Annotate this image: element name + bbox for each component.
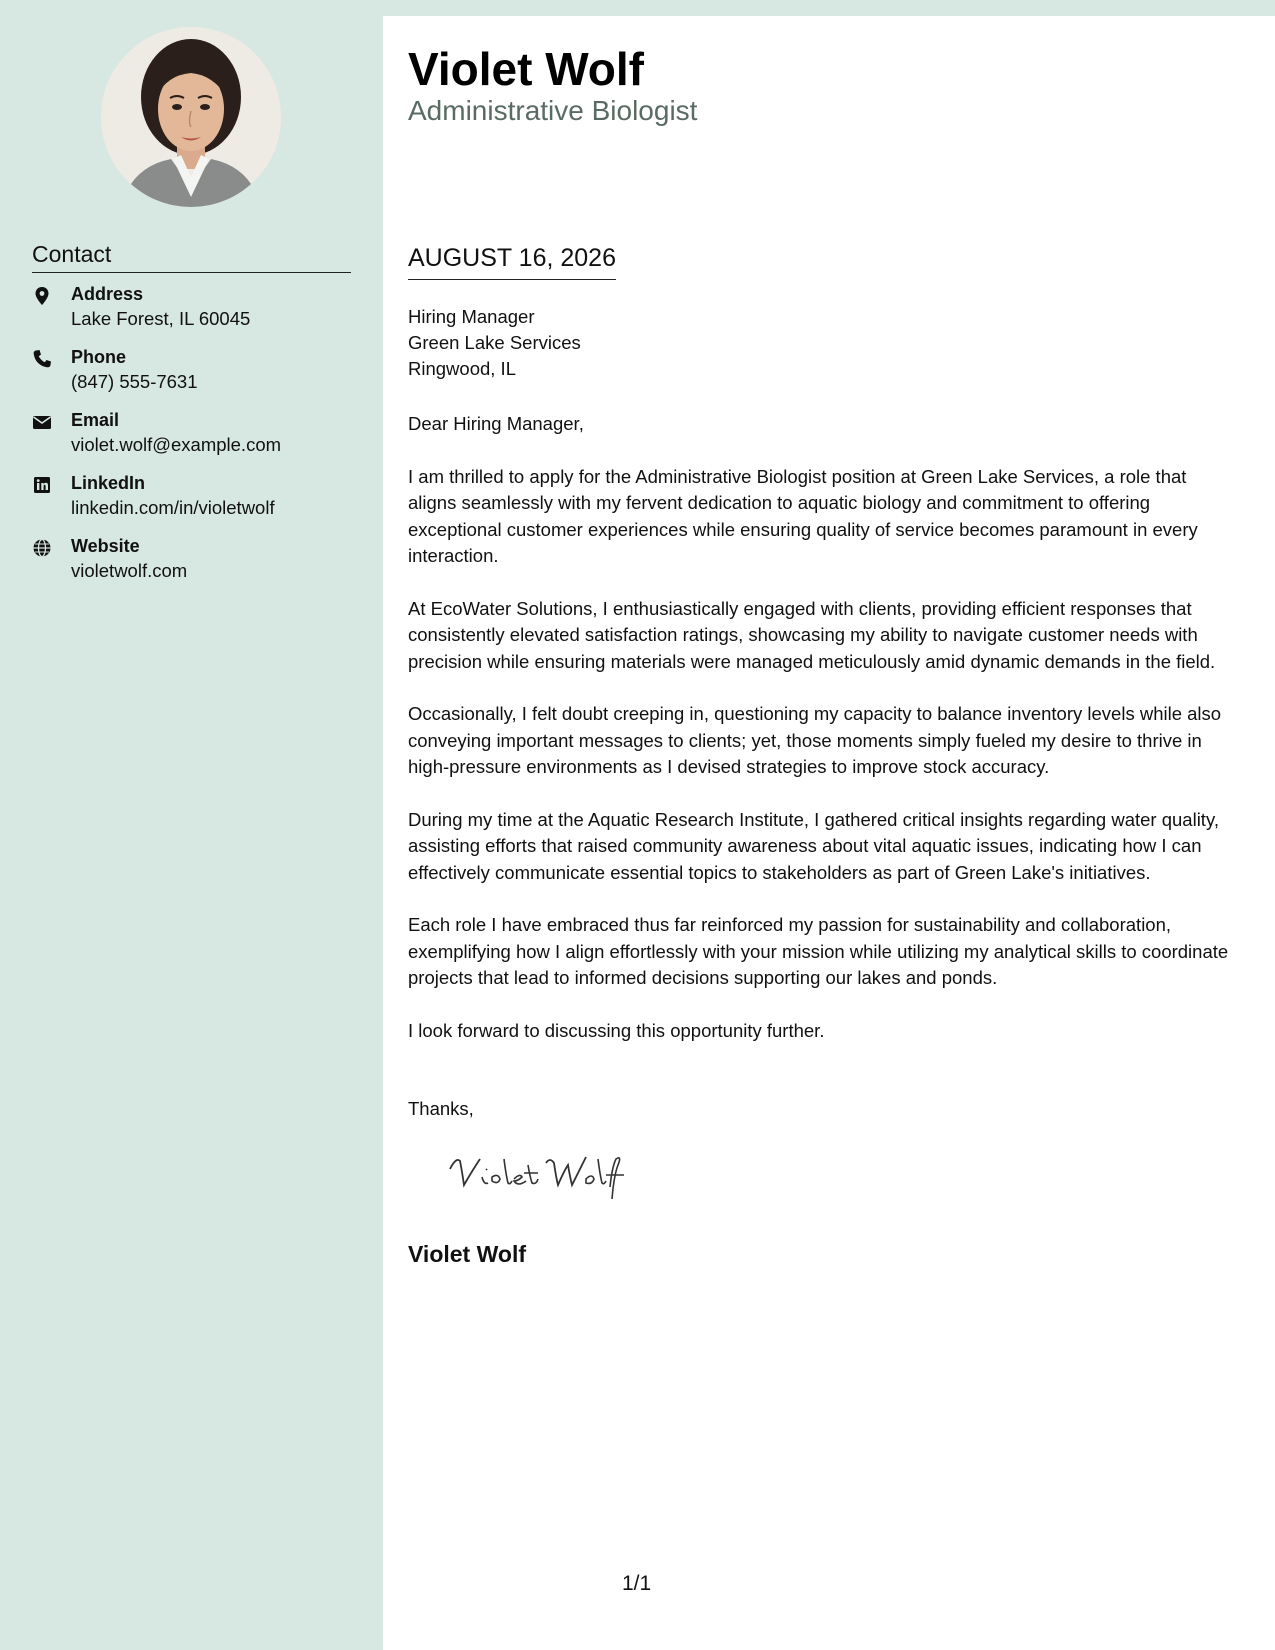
letter-paragraph: During my time at the Aquatic Research Institute, I gathered critical insights regarding water quality, assisting efforts that raised community awareness about vital aquatic issues, indicating how I can effectively communicate essential topics to stakeholders as part of Green Lake's initiatives. [408, 808, 1219, 883]
globe-icon [32, 538, 52, 558]
map-pin-icon [32, 286, 52, 306]
letter-paragraph: Occasionally, I felt doubt creeping in, questioning my capacity to balance inventory levels while also conveying important messages to clients; yet, those moments simply fueled my desire to thrive in high-pressure environments as I devised strategies to improve stock accuracy. [408, 703, 1222, 777]
recipient-block [408, 304, 581, 382]
avatar [101, 27, 281, 207]
closing: Thanks, [408, 1098, 474, 1119]
recipient-line: Green Lake Services [408, 332, 581, 353]
letter-paragraph: I am thrilled to apply for the Administrative Biologist position at Green Lake Services, a role that aligns seamlessly with my fervent dedication to aquatic biology and commitment to offering exceptional customer experiences while ensuring quality of service becomes paramount in every interaction. [408, 465, 1198, 566]
phone-icon [32, 349, 52, 369]
job-title: Administrative Biologist [408, 95, 698, 126]
recipient-line: Ringwood, IL [408, 358, 516, 379]
contact-label: Email [71, 410, 120, 430]
contact-item-linkedin [32, 472, 362, 535]
sidebar [0, 0, 383, 1650]
contact-item-phone [32, 346, 362, 409]
salutation: Dear Hiring Manager, [408, 413, 584, 434]
contact-value: violet.wolf@example.com [71, 434, 282, 455]
letter-paragraph: I look forward to discussing this opportunity further. [408, 1019, 825, 1041]
envelope-icon [32, 412, 52, 432]
linkedin-icon [32, 475, 52, 495]
letter-body [408, 411, 1238, 1070]
page-number: 1/1 [622, 1572, 652, 1595]
letter-paragraph: Each role I have embraced thus far reinforced my passion for sustainability and collaboration, exemplifying how I align effortlessly with your mission while utilizing my analytical skills to coordinate projects that lead to informed decisions supporting our lakes and ponds. [408, 914, 1229, 988]
contact-item-email [32, 409, 362, 472]
signer-name: Violet Wolf [408, 1241, 526, 1267]
contact-label: Website [71, 536, 140, 556]
contact-value: Lake Forest, IL 60045 [71, 308, 251, 329]
contact-list [32, 283, 362, 598]
contact-label: LinkedIn [71, 473, 146, 493]
contact-heading: Contact [32, 240, 351, 273]
contact-value: violetwolf.com [71, 560, 188, 581]
contact-value: linkedin.com/in/violetwolf [71, 497, 275, 518]
contact-label: Address [71, 284, 144, 304]
handwritten-signature [446, 1147, 636, 1207]
recipient-line: Hiring Manager [408, 306, 535, 327]
contact-label: Phone [71, 347, 127, 367]
contact-item-address [32, 283, 362, 346]
applicant-name: Violet Wolf [408, 43, 644, 95]
contact-item-website [32, 535, 362, 598]
letter-date: AUGUST 16, 2026 [408, 243, 616, 280]
contact-value: (847) 555-7631 [71, 371, 198, 392]
letter-paragraph: At EcoWater Solutions, I enthusiastically engaged with clients, providing efficient responses that consistently elevated satisfaction ratings, showcasing my ability to navigate customer needs with precision while ensuring materials were managed meticulously amid dynamic demands in the field. [408, 597, 1216, 672]
